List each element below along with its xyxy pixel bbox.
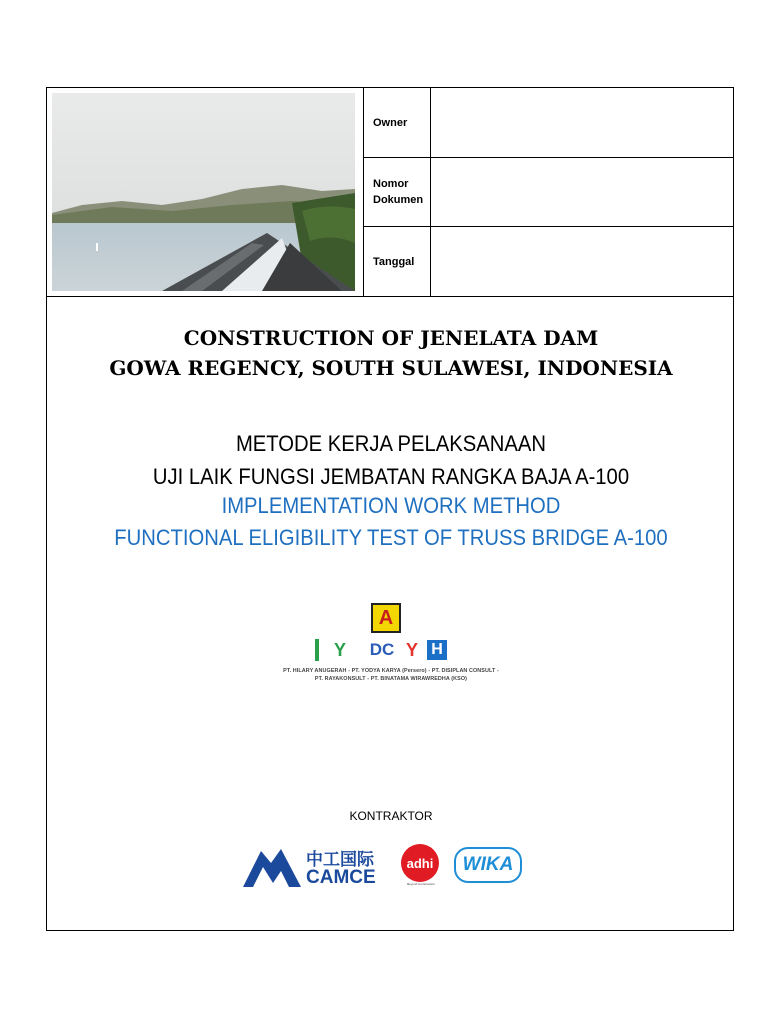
adhi-tagline: Beyond Construction [407,882,435,886]
nomor-dokumen-label-cell [363,158,430,227]
consultant-names-line1: PT. HILARY ANUGERAH - PT. YODYA KARYA (Persero) - PT. DISIPLAN CONSULT - [283,668,499,674]
tanggal-label: Tanggal [373,255,415,268]
wika-logo [454,847,526,885]
owner-value-cell [430,88,733,158]
consultant-logo-row [315,638,465,662]
header-table [47,88,733,297]
method-title-en-line2: FUNCTIONAL ELIGIBILITY TEST OF TRUSS BRIDGE A-100 [114,525,668,550]
consultant-main-logo [371,603,401,633]
wika-mark: WIKA [454,847,522,883]
camce-logo [241,843,391,889]
project-title-line1: CONSTRUCTION OF JENELATA DAM [183,326,599,350]
header-value-column [430,88,733,296]
nomor-dokumen-value-cell [430,158,733,227]
method-title-id-line2: UJI LAIK FUNGSI JEMBATAN RANGKA BAJA A-100 [152,464,630,489]
cover-frame [46,87,734,931]
owner-label-cell [363,88,430,158]
camce-mountain-icon [241,843,303,889]
tanggal-label-cell [363,227,430,296]
nomor-dokumen-label: Nomor Dokumen [373,178,424,206]
tanggal-value-cell [430,227,733,296]
consultant-logo-2: DC [369,640,395,659]
consultant-main-logo-mark: A [371,603,401,633]
adhi-logo [401,844,445,888]
adhi-mark: adhi [401,844,439,882]
header-label-column [363,88,431,296]
method-title-en-line1: IMPLEMENTATION WORK METHOD [221,493,561,518]
consultant-logo-4: H [427,640,447,660]
dam-photo [52,93,355,291]
photo-cell [47,88,364,296]
camce-chinese-name: 中工国际 [306,850,374,870]
owner-label: Owner [373,116,408,129]
consultant-names-line2: PT. RAYAKONSULT - PT. BINATAMA WIRAWREDHA (KSO) [314,676,468,682]
contractor-label: KONTRAKTOR [349,809,433,823]
consultant-logo-3: Y [405,639,418,660]
method-title-id-line1: METODE KERJA PELAKSANAAN [235,431,547,456]
consultant-logo-1: Y [315,639,361,661]
project-title-line2: GOWA REGENCY, SOUTH SULAWESI, INDONESIA [109,356,673,380]
camce-name: CAMCE [306,867,376,888]
